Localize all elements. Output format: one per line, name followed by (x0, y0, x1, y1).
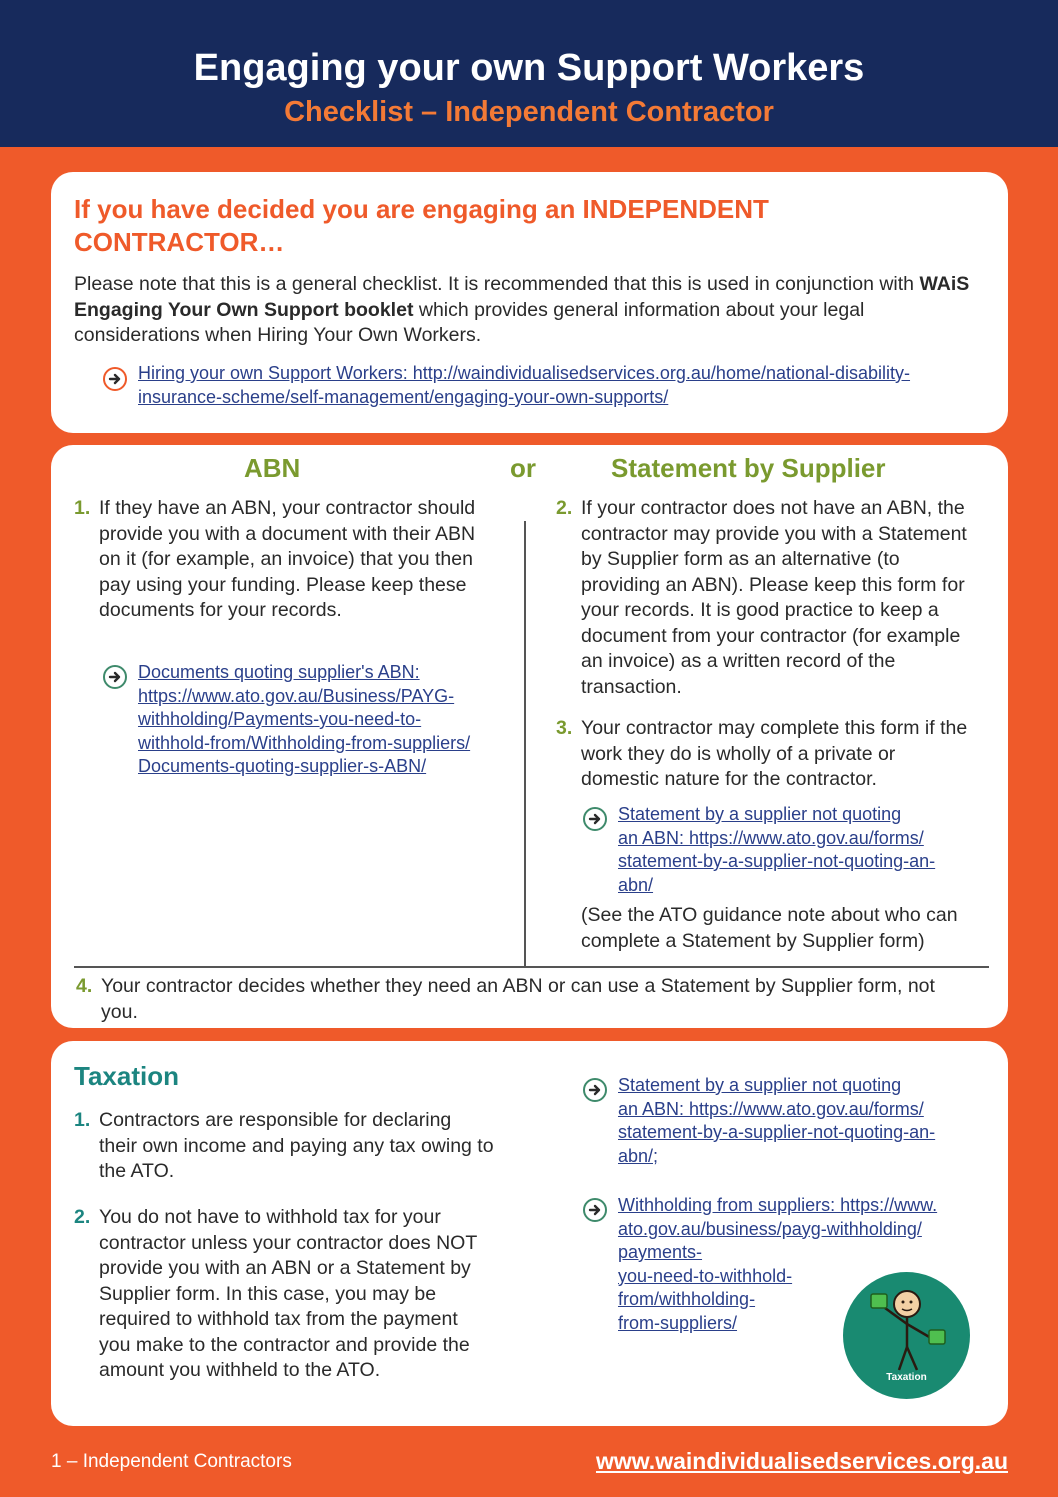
abn-card (51, 445, 1008, 1028)
intro-heading: If you have decided you are engaging an INDEPENDENT CONTRACTOR… (74, 194, 769, 257)
link-line[interactable]: from-suppliers/ (618, 1312, 738, 1333)
intro-text-after: which provides general information about your legal considerations when Hiring Your Own Workers. (74, 298, 865, 346)
link-line[interactable]: you-need-to-withhold- (618, 1265, 793, 1286)
link-line[interactable]: an ABN: https://www.ato.gov.au/forms/ (618, 1098, 924, 1119)
list-item (74, 1205, 494, 1410)
item-text: You do not have to withhold tax for your contractor unless your contractor does NOT provide you with an ABN or a Statement by Supplier form. In this case, you may be required to withhold tax from the payment you make to the contractor and provide the amount you withheld to the ATO. (99, 1206, 477, 1381)
link-line[interactable]: abn/; (618, 1145, 659, 1166)
item-text: If your contractor does not have an ABN, the contractor may provide you with a Statement by Supplier form as an alternative (to providing an ABN). Please keep this form for your records. It is good practice to keep a document from your contractor (for example an invoice) as a written record of the transaction. (581, 497, 967, 698)
link-line[interactable]: Documents quoting supplier's ABN: (138, 662, 420, 682)
link-line[interactable]: statement-by-a-supplier-not-quoting-an- (618, 1122, 936, 1142)
item-number: 1. (74, 1109, 91, 1131)
taxation-heading: Taxation (74, 1061, 179, 1091)
link-line[interactable]: withhold-from/Withholding-from-suppliers/ (138, 732, 471, 753)
taxation-pictogram (843, 1272, 970, 1399)
item-number: 4. (76, 975, 93, 997)
link-line[interactable]: Hiring your own Support Workers: http://waindividualisedservices.org.au/home/national-disability- (138, 363, 911, 383)
page-title: Engaging your own Support Workers (193, 47, 865, 89)
header-banner (0, 0, 1058, 147)
list-item (76, 974, 976, 1026)
statement-by-supplier-heading: Statement by Supplier (611, 453, 886, 483)
link-line[interactable]: abn/ (618, 874, 654, 895)
badge-label: Taxation (886, 1372, 927, 1383)
item-number: 3. (556, 717, 573, 739)
link-line[interactable]: an ABN: https://www.ato.gov.au/forms/ (618, 827, 924, 848)
guidance-note (581, 903, 991, 955)
link-line[interactable]: ato.gov.au/business/payg-withholding/ (618, 1218, 922, 1239)
list-item (556, 716, 976, 796)
link-line[interactable]: Statement by a supplier not quoting (618, 804, 902, 824)
statement-form-link[interactable] (618, 1074, 988, 1168)
or-label: or (510, 453, 536, 483)
page-subtitle: Checklist – Independent Contractor (284, 96, 774, 128)
intro-text-before: Please note that this is a general checklist. It is recommended that this is used in conjunction with (74, 273, 920, 295)
link-line[interactable]: payments- (618, 1242, 703, 1262)
abn-heading: ABN (244, 453, 301, 483)
link-line[interactable]: Withholding from suppliers: https://www. (618, 1195, 938, 1215)
link-line[interactable]: from/withholding- (618, 1289, 756, 1309)
intro-card (51, 172, 1008, 433)
arrow-right-icon (103, 367, 127, 391)
link-line[interactable]: statement-by-a-supplier-not-quoting-an- (618, 851, 936, 871)
footer-website-link[interactable]: www.waindividualisedservices.org.au (595, 1448, 1008, 1474)
hiring-workers-link[interactable] (138, 362, 998, 409)
link-line[interactable]: insurance-scheme/self-management/engaging-your-own-supports/ (138, 386, 669, 407)
column-divider (524, 521, 526, 966)
taxation-card (51, 1041, 1008, 1426)
item-number: 2. (556, 497, 573, 519)
link-line[interactable]: Documents-quoting-supplier-s-ABN/ (138, 756, 427, 776)
arrow-right-icon (583, 1198, 607, 1222)
arrow-right-icon (583, 1078, 607, 1102)
item-number: 1. (74, 497, 91, 519)
item-text: Your contractor may complete this form if the work they do is wholly of a private or domestic nature for the contractor. (581, 717, 968, 790)
statement-form-link[interactable] (618, 803, 988, 897)
item-text: Your contractor decides whether they need an ABN or can use a Statement by Supplier form, not you. (101, 975, 935, 1023)
intro-paragraph (74, 272, 979, 349)
list-item (556, 496, 976, 701)
item-number: 2. (74, 1206, 91, 1228)
row-divider (74, 966, 989, 968)
booklet-name: WAiS Engaging Your Own Support booklet (74, 273, 970, 321)
item-text: If they have an ABN, your contractor should provide you with a document with their ABN on it (for example, an invoice) that you then pay using your funding. Please keep these documents for your records. (99, 497, 476, 621)
arrow-right-icon (583, 807, 607, 831)
list-item (74, 496, 494, 656)
list-item (74, 1108, 494, 1188)
note-text: (See the ATO guidance note about who can complete a Statement by Supplier form) (581, 904, 958, 952)
abn-documents-link[interactable] (138, 661, 518, 779)
footer-page-label: 1 – Independent Contractors (51, 1451, 292, 1472)
arrow-right-icon (103, 665, 127, 689)
item-text: Contractors are responsible for declaring their own income and paying any tax owing to the ATO. (99, 1109, 494, 1182)
link-line[interactable]: https://www.ato.gov.au/Business/PAYG- (138, 685, 455, 706)
link-line[interactable]: Statement by a supplier not quoting (618, 1075, 902, 1095)
link-line[interactable]: withholding/Payments-you-need-to- (138, 709, 422, 729)
